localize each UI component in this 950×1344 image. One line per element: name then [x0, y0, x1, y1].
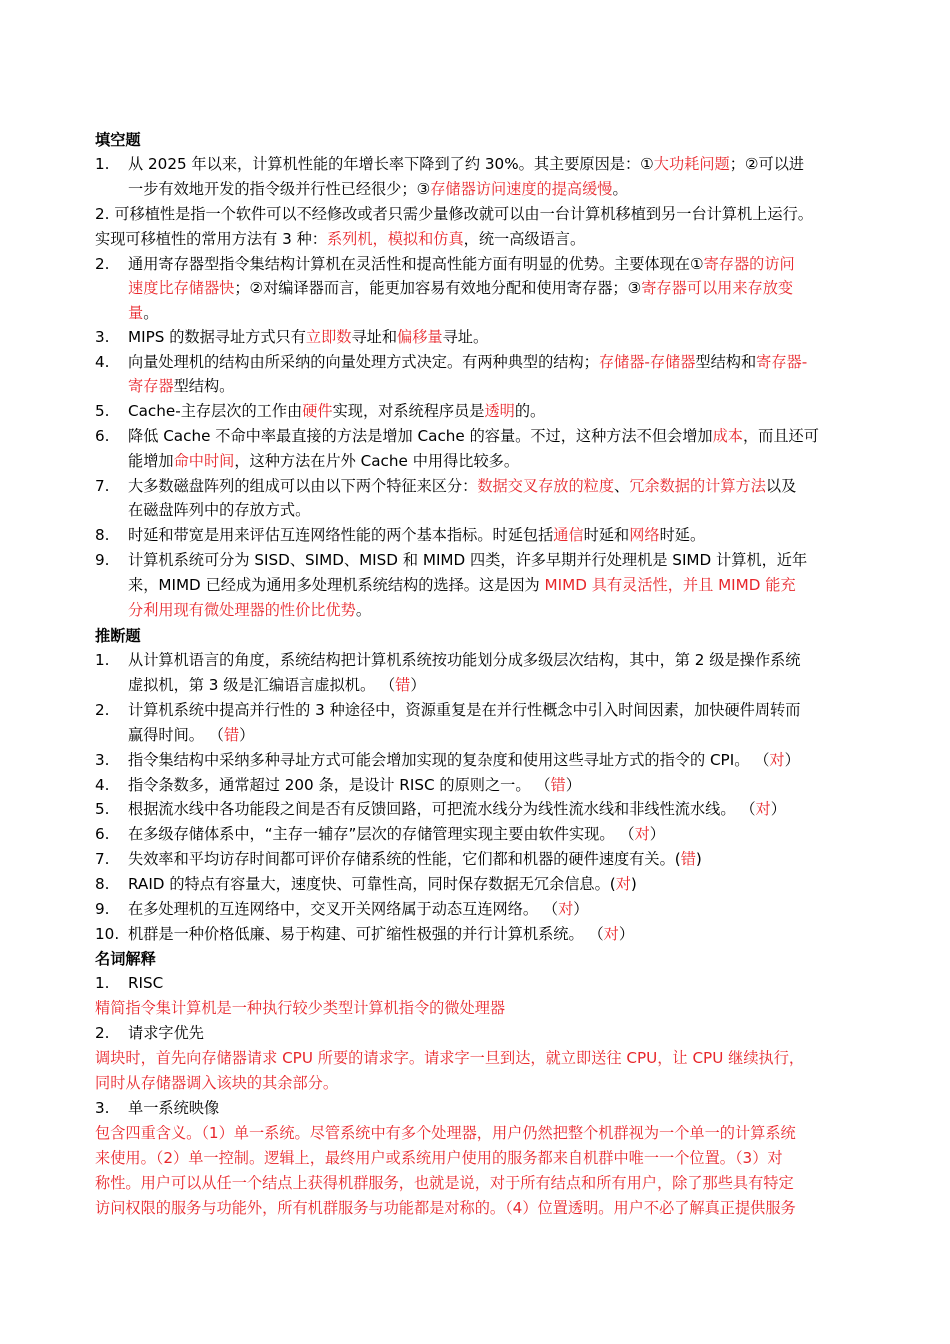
text-line [128, 848, 702, 870]
text-segment: 2. 可移植性是指一个软件可以不经修改或者只需少量修改就可以由一台计算机移植到另一台计算机上运行。 [95, 205, 813, 223]
text-segment: 、 [614, 477, 630, 495]
text-line [128, 724, 254, 746]
text-segment: ） [784, 751, 800, 769]
list-number: 9. [95, 900, 110, 918]
text-segment: 一步有效地开发的指令级并行性已经很少；③ [128, 180, 431, 198]
text-segment: 寻址。 [442, 328, 489, 346]
text-segment: 实现可移植性的常用方法有 3 种： [95, 230, 327, 248]
text-line [95, 1122, 796, 1144]
text-segment: 单一系统映像 [128, 1099, 220, 1117]
text-segment: 计算机系统可分为 SISD、SIMD、MISD 和 MIMD 四类，许多早期并行处理机是 SIMD 计算机，近年 [128, 551, 808, 569]
list-number: 1. [95, 155, 110, 173]
text-segment: 从 2025 年以来，计算机性能的年增长率下降到了约 30%。其主要原因是：① [128, 155, 654, 173]
text-line [128, 178, 628, 200]
list-number: 3. [95, 1099, 110, 1117]
list-number: 1. [95, 651, 110, 669]
answer-text: 命中时间 [173, 452, 235, 470]
text-segment: ) [630, 875, 637, 893]
text-segment: 同时从存储器调入该块的其余部分。 [95, 1074, 338, 1092]
text-line [128, 1022, 204, 1044]
text-segment: 根据流水线中各功能段之间是否有反馈回路，可把流水线分为线性流水线和非线性流水线。 （ [128, 800, 756, 818]
text-line [95, 1072, 338, 1094]
answer-text: 速度比存储器快 [128, 279, 235, 297]
text-segment: 能增加 [128, 452, 174, 470]
text-segment: 精简指令集计算机是一种执行较少类型计算机指令的微处理器 [95, 999, 506, 1017]
text-line [128, 524, 705, 546]
text-segment: 来，MIMD 已经成为通用多处理机系统结构的选择。这是因为 [128, 576, 545, 594]
section-heading [95, 948, 156, 970]
text-segment: ） [770, 800, 786, 818]
text-segment: 。 [143, 304, 159, 322]
text-segment: ） [573, 900, 589, 918]
answer-text: 系列机，模拟和仿真 [326, 230, 464, 248]
text-segment: 时延和 [583, 526, 630, 544]
text-line [128, 1097, 219, 1119]
text-segment: ） [410, 676, 426, 694]
text-segment: 型结构。 [173, 377, 235, 395]
text-segment: 在多级存储体系中，“主存一辅存”层次的存储管理实现主要由软件实现。 （ [128, 825, 635, 843]
answer-text: 偏移量 [397, 328, 443, 346]
text-segment: 实现，对系统程序员是 [332, 402, 485, 420]
list-number: 3. [95, 328, 110, 346]
answer-text: MIMD 具有灵活性，并且 MIMD 能充 [544, 576, 796, 594]
text-segment: 虚拟机，第 3 级是汇编语言虚拟机。 （ [128, 676, 396, 694]
answer-text: 通信 [553, 526, 584, 544]
text-segment: 以及 [765, 477, 797, 495]
text-line [128, 351, 807, 373]
list-number: 8. [95, 526, 110, 544]
text-segment: ） [649, 825, 665, 843]
answer-text: 量 [128, 304, 144, 322]
answer-text: 数据交叉存放的粒度 [477, 477, 614, 495]
answer-text: 冗余数据的计算方法 [629, 477, 766, 495]
text-line [128, 253, 795, 275]
text-line [95, 228, 585, 250]
text-segment: 填空题 [95, 131, 141, 149]
list-number: 4. [95, 353, 110, 371]
text-segment: Cache-主存层次的工作由 [128, 402, 303, 420]
text-line [95, 1197, 796, 1219]
text-line [128, 153, 804, 175]
text-segment: 失效率和平均访存时间都可评价存储系统的性能，它们都和机器的硬件速度有关。( [128, 850, 681, 868]
text-line [128, 326, 488, 348]
text-line [128, 302, 158, 324]
text-segment: ） [239, 726, 255, 744]
text-segment: 指令集结构中采纳多种寻址方式可能会增加实现的复杂度和使用这些寻址方式的指令的 CPI。 （ [128, 751, 770, 769]
text-line [128, 749, 800, 771]
text-segment: 。 [355, 601, 371, 619]
list-number: 6. [95, 427, 110, 445]
list-number: 7. [95, 477, 110, 495]
section-heading [95, 129, 141, 151]
section-heading [95, 625, 141, 647]
answer-text: 寄存器- [756, 353, 808, 371]
text-line [128, 599, 371, 621]
answer-text: 错 [223, 726, 240, 744]
text-segment: 型结构和 [695, 353, 757, 371]
answer-text: 对 [769, 751, 785, 769]
list-number: 2. [95, 701, 110, 719]
list-number: 2. [95, 1024, 110, 1042]
answer-text: 存储器-存储器 [598, 353, 696, 371]
answer-text: 网络 [629, 526, 660, 544]
list-number: 6. [95, 825, 110, 843]
list-number: 10. [95, 925, 120, 943]
answer-text: 寄存器可以用来存放变 [641, 279, 794, 297]
text-segment: MIPS 的数据寻址方式只有 [128, 328, 306, 346]
text-segment: 。 [612, 180, 628, 198]
text-segment: 请求字优先 [128, 1024, 204, 1042]
text-segment: 来使用。（2）单一控制。逻辑上，最终用户或系统用户使用的服务都来自机群中唯一一个位置。（3）对 [95, 1149, 783, 1167]
text-line [128, 475, 796, 497]
text-segment: ，统一高级语言。 [463, 230, 586, 248]
answer-text: 对 [634, 825, 650, 843]
text-segment: 降低 Cache 不命中率最直接的方法是增加 Cache 的容量。不过，这种方法不但会增加 [128, 427, 713, 445]
text-segment: 指令条数多，通常超过 200 条，是设计 RISC 的原则之一。 （ [128, 776, 551, 794]
text-line [128, 923, 634, 945]
answer-text: 存储器访问速度的提高缓慢 [430, 180, 613, 198]
list-number: 4. [95, 776, 110, 794]
text-line [95, 1172, 794, 1194]
text-line [128, 823, 665, 845]
text-segment: ；②可以进 [729, 155, 805, 173]
text-line [128, 277, 793, 299]
answer-text: 寄存器的访问 [703, 255, 795, 273]
list-number: 2. [95, 255, 110, 273]
text-segment: ，这种方法在片外 Cache 中用得比较多。 [234, 452, 520, 470]
answer-text: 成本 [712, 427, 743, 445]
text-segment: 计算机系统中提高并行性的 3 种途径中，资源重复是在并行性概念中引入时间因素，加快硬件周转而 [128, 701, 801, 719]
text-segment: 访问权限的服务与功能外，所有机群服务与功能都是对称的。（4）位置透明。用户不必了解真正提供服务 [95, 1199, 796, 1217]
text-segment: RISC [128, 974, 164, 992]
answer-text: 大功耗问题 [653, 155, 730, 173]
text-segment: 向量处理机的结构由所采纳的向量处理方式决定。有两种典型的结构； [128, 353, 599, 371]
text-line [128, 898, 588, 920]
text-segment: 时延和带宽是用来评估互连网络性能的两个基本指标。时延包括 [128, 526, 554, 544]
text-line [128, 774, 581, 796]
text-line [128, 549, 807, 571]
text-segment: 大多数磁盘阵列的组成可以由以下两个特征来区分： [128, 477, 478, 495]
answer-text: 硬件 [302, 402, 333, 420]
text-line [95, 203, 813, 225]
text-line [128, 450, 519, 472]
text-segment: 在磁盘阵列中的存放方式。 [128, 501, 311, 519]
text-line [128, 499, 310, 521]
answer-text: 透明 [484, 402, 515, 420]
text-line [128, 400, 545, 422]
list-number: 5. [95, 402, 110, 420]
list-number: 7. [95, 850, 110, 868]
text-segment: 寻址和 [351, 328, 398, 346]
text-segment: ） [565, 776, 581, 794]
text-segment: 推断题 [95, 627, 141, 645]
list-number: 3. [95, 751, 110, 769]
answer-text: 对 [603, 925, 619, 943]
answer-text: 立即数 [305, 328, 352, 346]
answer-text: 对 [755, 800, 771, 818]
text-line [128, 574, 796, 596]
text-segment: ) [695, 850, 702, 868]
text-segment: ，而且还可 [742, 427, 819, 445]
text-line [128, 425, 819, 447]
answer-text: 对 [615, 875, 631, 893]
text-line [128, 972, 163, 994]
text-line [95, 997, 505, 1019]
answer-text: 寄存器 [128, 377, 174, 395]
list-number: 5. [95, 800, 110, 818]
text-line [128, 674, 426, 696]
text-segment: 名词解释 [95, 950, 156, 968]
answer-text: 错 [680, 850, 696, 868]
text-line [95, 1047, 804, 1069]
list-number: 9. [95, 551, 110, 569]
text-segment: ） [618, 925, 635, 943]
answer-text: 错 [395, 676, 411, 694]
text-line [128, 649, 800, 671]
text-segment: 称性。用户可以从任一个结点上获得机群服务，也就是说，对于所有结点和所有用户，除了那些具有特定 [95, 1174, 794, 1192]
text-segment: 赢得时间。 （ [128, 726, 224, 744]
answer-text: 分利用现有微处理器的性价比优势 [128, 601, 356, 619]
text-segment: 包含四重含义。（1）单一系统。尽管系统中有多个处理器，用户仍然把整个机群视为一个单一的计算系统 [95, 1124, 796, 1142]
text-line [128, 375, 234, 397]
text-segment: 从计算机语言的角度，系统结构把计算机系统按功能划分成多级层次结构，其中，第 2 级是操作系统 [128, 651, 801, 669]
list-number: 1. [95, 974, 110, 992]
text-line [128, 699, 800, 721]
answer-text: 错 [550, 776, 566, 794]
answer-text: 对 [558, 900, 574, 918]
text-segment: 通用寄存器型指令集结构计算机在灵活性和提高性能方面有明显的优势。主要体现在① [128, 255, 704, 273]
text-segment: 的。 [514, 402, 546, 420]
text-segment: RAID 的特点有容量大，速度快、可靠性高，同时保存数据无冗余信息。( [128, 875, 616, 893]
text-segment: 调块时，首先向存储器请求 CPU 所要的请求字。请求字一旦到达，就立即送往 CPU，让 CPU 继续执行， [95, 1049, 805, 1067]
text-line [128, 798, 786, 820]
text-line [95, 1147, 783, 1169]
text-segment: 机群是一种价格低廉、易于构建、可扩缩性极强的并行计算机系统。 （ [128, 925, 604, 943]
text-segment: 在多处理机的互连网络中，交叉开关网络属于动态互连网络。 （ [128, 900, 559, 918]
text-segment: 时延。 [659, 526, 706, 544]
list-number: 8. [95, 875, 110, 893]
text-line [128, 873, 637, 895]
text-segment: ；②对编译器而言，能更加容易有效地分配和使用寄存器；③ [234, 279, 642, 297]
